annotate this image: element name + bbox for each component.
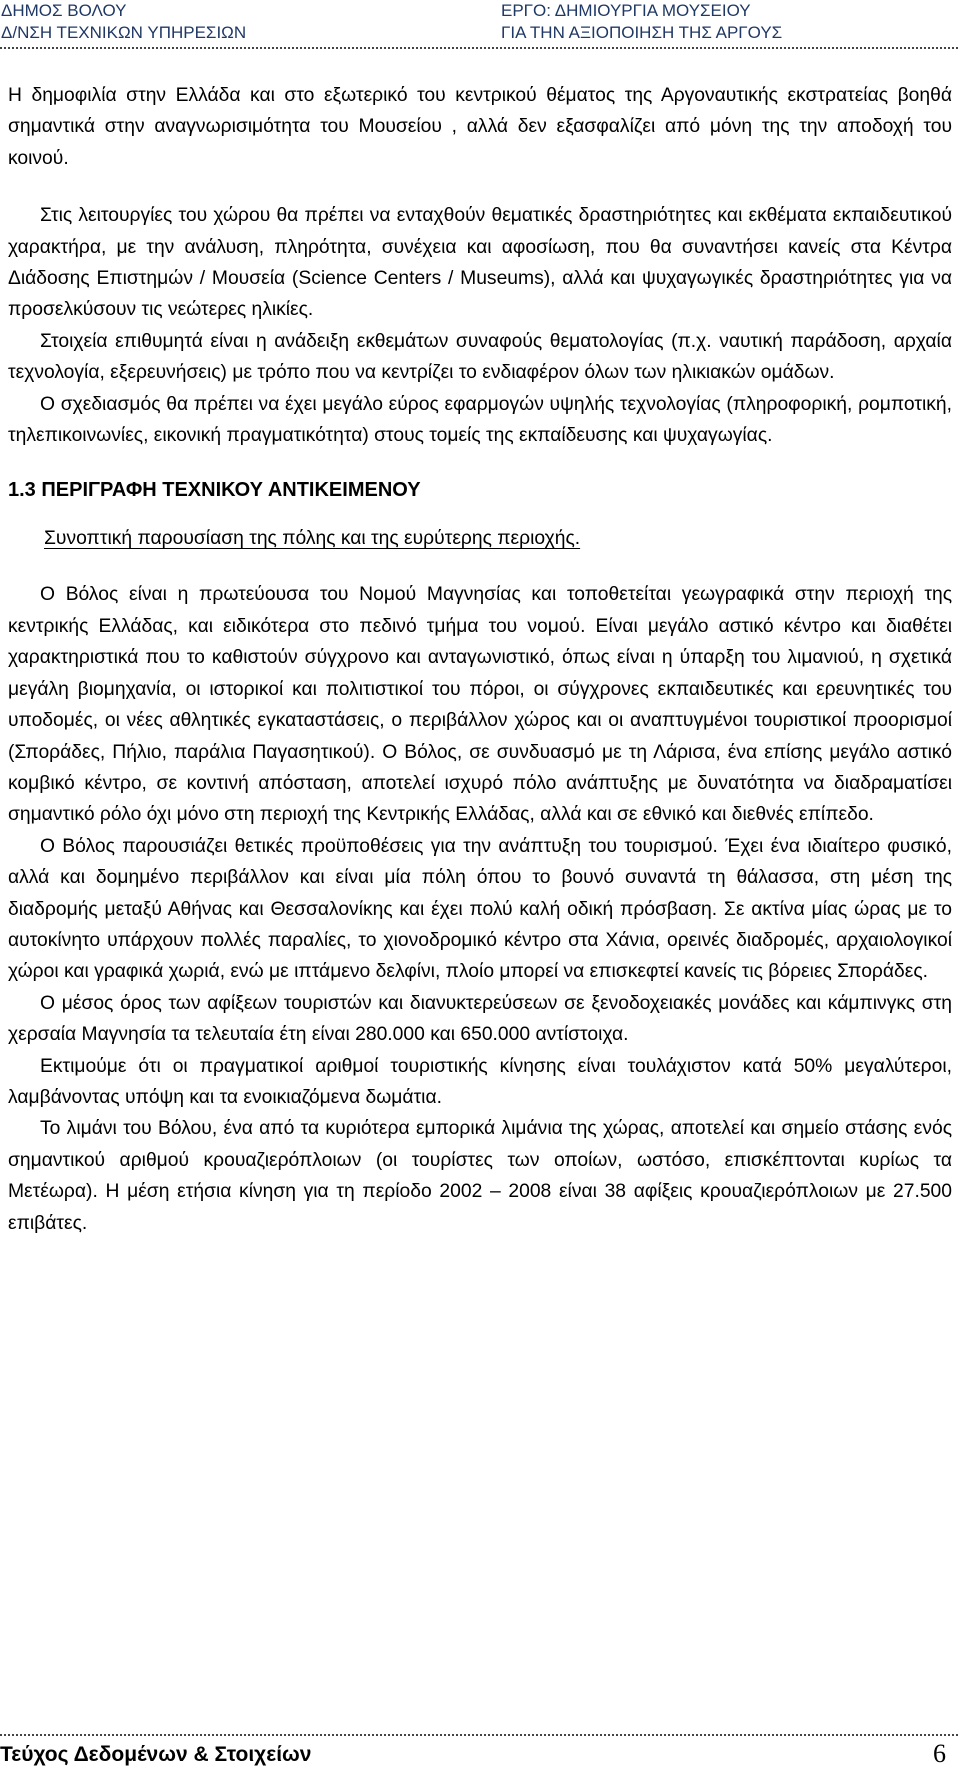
- document-body: [8, 80, 952, 1239]
- paragraph-4: Ο σχεδιασμός θα πρέπει να έχει μεγάλο εύρος εφαρμογών υψηλής τεχνολογίας (πληροφορική, ρομποτική, τηλεπικοινωνίες, εικονική πραγματικότητα) στους τομείς της εκπαίδευσης και ψυχαγωγίας.: [8, 393, 952, 447]
- header-project: ΕΡΓΟ: ΔΗΜΙΟΥΡΓΙΑ ΜΟΥΣΕΙΟΥ: [501, 1, 751, 20]
- section-heading: 1.3 ΠΕΡΙΓΡΑΦΗ ΤΕΧΝΙΚΟΥ ΑΝΤΙΚΕΙΜΕΝΟΥ: [8, 479, 421, 502]
- paragraph-8: Εκτιμούμε ότι οι πραγματικοί αριθμοί τουριστικής κίνησης είναι τουλάχιστον κατά 50% μεγαλύτεροι, λαμβάνοντας υπόψη και τα ενοικιαζόμενα δωμάτια.: [8, 1055, 952, 1108]
- footer-title: Τεύχος Δεδομένων & Στοιχείων: [0, 1743, 312, 1766]
- paragraph-9: Το λιμάνι του Βόλου, ένα από τα κυριότερα εμπορικά λιμάνια της χώρας, αποτελεί και σημείο στάσης ενός σημαντικού αριθμού κρουαζιερόπλοιων (οι τουρίστες των οποίων, ωστόσο, επισκέπτονται κυρίως τα Μετέωρα). Η μέση ετήσια κίνηση για τη περίοδο 2002 – 2008 είναι 38 αφίξεις κρουαζιερόπλοιων με 27.500 επιβάτες.: [8, 1118, 952, 1234]
- header-municipality: ΔΗΜΟΣ ΒΟΛΟΥ: [1, 1, 127, 20]
- page-footer: [0, 1740, 960, 1774]
- paragraph-7: Ο μέσος όρος των αφίξεων τουριστών και διανυκτερεύσεων σε ξενοδοχειακές μονάδες και κάμπινγκς στη χερσαία Μαγνησία τα τελευταία έτη είναι 280.000 και 650.000 αντίστοιχα.: [8, 992, 952, 1046]
- header-project-subtitle: ΓΙΑ ΤΗΝ ΑΞΙΟΠΟΙΗΣΗ ΤΗΣ ΑΡΓΟΥΣ: [501, 23, 783, 42]
- paragraph-2: Στις λειτουργίες του χώρου θα πρέπει να ενταχθούν θεματικές δραστηριότητες και εκθέματα εκπαιδευτικού χαρακτήρα, με την ανάλυση, πληρότητα, συνέχεια και αφοσίωση, που θα συναντήσει κανείς στα Κέντρα Διάδοσης Επιστημών / Μουσεία (Science Centers / Museums), αλλά και ψυχαγωγικές δραστηριότητες για να προσελκύσουν τις νεώτερες ηλικίες.: [8, 205, 952, 321]
- paragraph-6: Ο Βόλος παρουσιάζει θετικές προϋποθέσεις για την ανάπτυξη του τουρισμού. Έχει ένα ιδιαίτερο φυσικό, αλλά και δομημένο περιβάλλον και είναι μία πόλη όπου το βουνό συναντά τη θάλασσα, στη μέση της διαδρομής μεταξύ Αθήνας και Θεσσαλονίκης και έχει πολύ καλή οδική πρόσβαση. Σε ακτίνα μίας ώρας με το αυτοκίνητο υπάρχουν πολλές παραλίες, το χιονοδρομικό κέντρο στα Χάνια, ορεινές διαδρομές, αρχαιολογικοί χώροι και γραφικά χωριά, ενώ με ιπτάμενο δελφίνι, πλοίο μπορεί να επισκεφτεί κανείς τις βόρειες Σποράδες.: [8, 835, 952, 983]
- page-header: [0, 0, 960, 44]
- page-number: 6: [933, 1739, 946, 1768]
- footer-divider: [0, 1734, 958, 1736]
- paragraph-5: Ο Βόλος είναι η πρωτεύουσα του Νομού Μαγνησίας και τοποθετείται γεωγραφικά στην περιοχή της κεντρικής Ελλάδας, και ειδικότερα στο πεδινό τμήμα του νομού. Είναι μεγάλο αστικό κέντρο και διαθέτει χαρακτηριστικά που το καθιστούν σύγχρονο και ανταγωνιστικό, όπως είναι η ύπαρξη του λιμανιού, η σχετικά μεγάλη βιομηχανία, οι ιστορικοί και πολιτιστικοί του πόροι, οι σύγχρονες εκπαιδευτικές και ερευνητικές του υποδομές, οι νέες αθλητικές εγκαταστάσεις, ο περιβάλλον χώρος και οι αναπτυγμένοι τουριστικοί προορισμοί (Σποράδες, Πήλιο, παράλια Παγασητικού). Ο Βόλος, σε συνδυασμό με τη Λάρισα, ένα επίσης μεγάλο αστικό κομβικό κέντρο, σε κοντινή απόσταση, αποτελεί ισχυρό πόλο ανάπτυξης με δυνατότητα να διαδραματίσει σημαντικό ρόλο όχι μόνο στη περιοχή της Κεντρικής Ελλάδας, αλλά και σε εθνικό και διεθνές επίπεδο.: [8, 584, 952, 826]
- header-left: [1, 0, 246, 44]
- header-right: [501, 0, 782, 44]
- header-department: Δ/ΝΣΗ ΤΕΧΝΙΚΩΝ ΥΠΗΡΕΣΙΩΝ: [1, 23, 247, 42]
- paragraph-1: Η δημοφιλία στην Ελλάδα και στο εξωτερικό του κεντρικού θέματος της Αργοναυτικής εκστρατείας βοηθά σημαντικά στην αναγνωρισιμότητα του Μουσείου , αλλά δεν εξασφαλίζει από μόνη της την αποδοχή του κοινού.: [8, 85, 952, 169]
- header-divider: [0, 47, 958, 49]
- subheading: Συνοπτική παρουσίαση της πόλης και της ευρύτερης περιοχής.: [44, 528, 581, 550]
- paragraph-3: Στοιχεία επιθυμητά είναι η ανάδειξη εκθεμάτων συναφούς θεματολογίας (π.χ. ναυτική παράδοση, αρχαία τεχνολογία, εξερευνήσεις) με τρόπο που να κεντρίζει το ενδιαφέρον όλων των ηλικιακών ομάδων.: [8, 330, 952, 384]
